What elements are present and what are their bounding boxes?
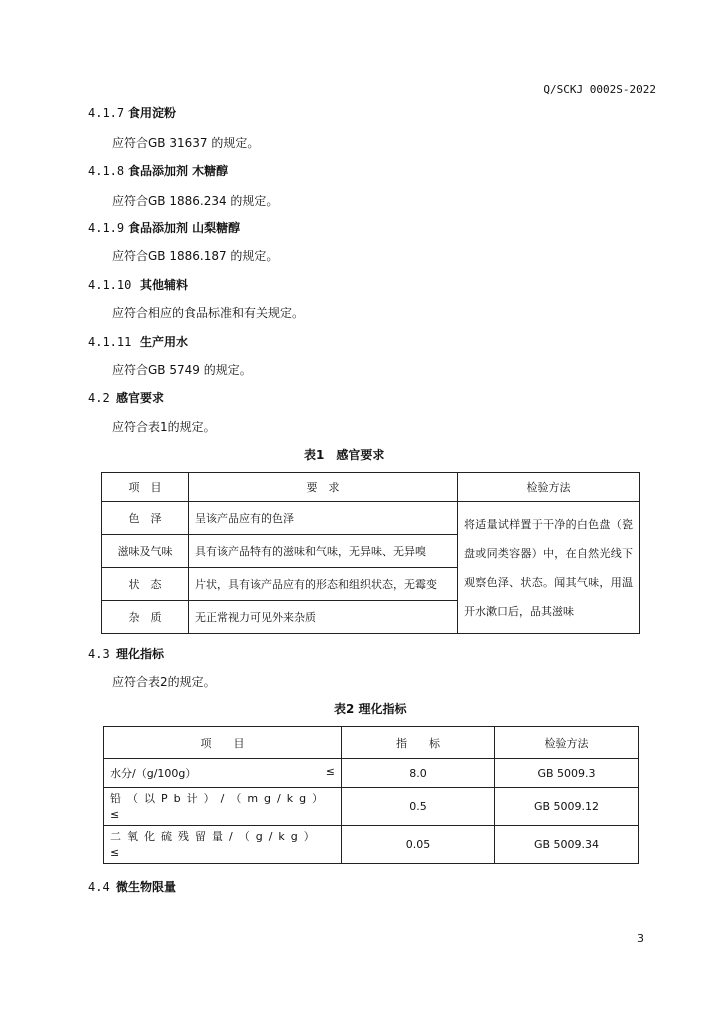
table-cell-item: 杂 质	[102, 601, 189, 634]
section-heading	[88, 878, 176, 895]
table-row	[104, 788, 639, 826]
item-label: 二氧化硫残留量/（g/kg）	[110, 829, 321, 843]
table-cell-requirement: 呈该产品应有的色泽	[189, 502, 458, 535]
table-row	[104, 759, 639, 788]
section-text: 应符合GB 5749 的规定。	[112, 363, 252, 377]
section-heading	[88, 645, 164, 662]
table-cell-value: 0.05	[342, 826, 495, 864]
table-cell-method: GB 5009.3	[495, 759, 639, 788]
table-cell-item: 色 泽	[102, 502, 189, 535]
section-title: 食用淀粉	[128, 106, 177, 120]
item-label: 铅（以Pb计）/（mg/kg）	[110, 791, 330, 805]
section-number: 4.2	[88, 391, 110, 405]
table1-sensory-requirements	[101, 472, 640, 634]
table-cell-value: 0.5	[342, 788, 495, 826]
table-cell-item: 状 态	[102, 568, 189, 601]
page-number: 3	[637, 932, 644, 945]
section-title: 其他辅料	[140, 278, 189, 292]
section-number: 4.4	[88, 880, 110, 894]
section-text: 应符合GB 1886.187 的规定。	[112, 249, 279, 263]
section-heading	[88, 333, 188, 350]
table-cell-item	[104, 759, 342, 788]
section-heading	[88, 276, 188, 293]
item-label: 水分/（g/100g）	[110, 767, 197, 780]
table2-caption: 表2 理化指标	[334, 702, 407, 716]
table-header-cell: 项 目	[102, 473, 189, 502]
section-title: 食品添加剂 山梨糖醇	[128, 221, 241, 235]
section-number: 4.1.7	[88, 106, 125, 120]
section-heading	[88, 389, 164, 406]
section-title: 生产用水	[140, 335, 189, 349]
table-header-cell: 项 目	[104, 727, 342, 759]
table-header-row	[102, 473, 640, 502]
section-text: 应符合相应的食品标准和有关规定。	[112, 306, 305, 320]
table-header-row	[104, 727, 639, 759]
section-number: 4.1.11	[88, 335, 132, 349]
table-row	[102, 502, 640, 535]
section-text: 应符合GB 31637 的规定。	[112, 136, 260, 150]
table1-caption: 表1 感官要求	[304, 448, 385, 462]
table2-physicochemical-indicators	[103, 726, 639, 864]
table-cell-method: GB 5009.34	[495, 826, 639, 864]
section-text: 应符合表1的规定。	[112, 420, 216, 434]
table-cell-item	[104, 788, 342, 826]
table-header-cell: 检验方法	[495, 727, 639, 759]
table-cell-requirement: 具有该产品特有的滋味和气味，无异味、无异嗅	[189, 535, 458, 568]
table-cell-method: 将适量试样置于干净的白色盘（瓷盘或同类容器）中，在自然光线下观察色泽、状态。闻其气味，用温开水漱口后，品其滋味	[458, 502, 640, 634]
section-title: 食品添加剂 木糖醇	[128, 164, 229, 178]
section-number: 4.3	[88, 647, 110, 661]
document-code: Q/SCKJ 0002S-2022	[543, 83, 656, 96]
section-title: 理化指标	[116, 647, 165, 661]
section-number: 4.1.10	[88, 278, 132, 292]
section-number: 4.1.9	[88, 221, 125, 235]
table-header-cell: 指 标	[342, 727, 495, 759]
section-heading	[88, 104, 176, 121]
section-text: 应符合表2的规定。	[112, 675, 216, 689]
table-cell-method: GB 5009.12	[495, 788, 639, 826]
comparator: ≤	[110, 845, 120, 859]
section-title: 微生物限量	[116, 880, 177, 894]
section-title: 感官要求	[116, 391, 165, 405]
table-cell-item	[104, 826, 342, 864]
section-text: 应符合GB 1886.234 的规定。	[112, 194, 279, 208]
table-header-cell: 要 求	[189, 473, 458, 502]
table-cell-value: 8.0	[342, 759, 495, 788]
comparator: ≤	[110, 807, 120, 821]
section-heading	[88, 219, 240, 236]
table-cell-item: 滋味及气味	[102, 535, 189, 568]
section-number: 4.1.8	[88, 164, 125, 178]
comparator: ≤	[325, 765, 335, 778]
table-header-cell: 检验方法	[458, 473, 640, 502]
table-cell-requirement: 无正常视力可见外来杂质	[189, 601, 458, 634]
section-heading	[88, 162, 228, 179]
table-row	[104, 826, 639, 864]
table-cell-requirement: 片状，具有该产品应有的形态和组织状态，无霉变	[189, 568, 458, 601]
